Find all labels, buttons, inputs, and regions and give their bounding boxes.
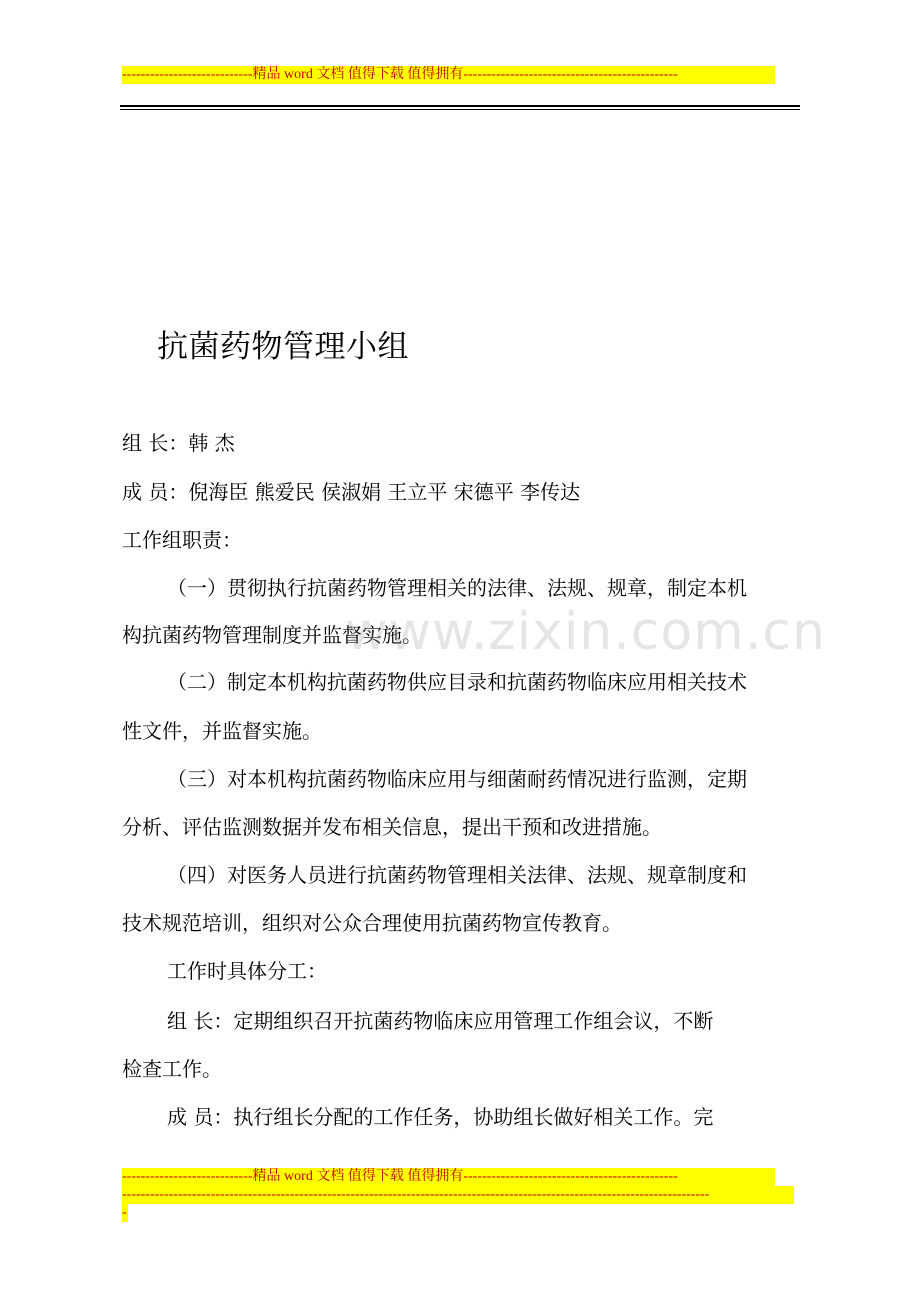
header-banner-right-dashes: ----------------------------------------------: [463, 67, 678, 82]
footer-dash-tail: -: [122, 1205, 127, 1220]
duty-3-line-2: 分析、评估监测数据并发布相关信息，提出干预和改进措施。: [122, 815, 662, 839]
leader-duty-line-2: 检查工作。: [122, 1057, 222, 1081]
watermark: www.zixin.com.cn: [345, 602, 826, 662]
duty-3-line-1: （三）对本机构抗菌药物临床应用与细菌耐药情况进行监测，定期: [167, 767, 747, 791]
header-banner-left-dashes: ----------------------------: [122, 67, 253, 82]
duties-heading: 工作组职责：: [122, 528, 242, 552]
footer-banner-text: 精品 word 文档 值得下载 值得拥有: [252, 1169, 464, 1184]
duty-4-line-1: （四）对医务人员进行抗菌药物管理相关法律、法规、规章制度和: [167, 863, 747, 887]
duty-4-line-2: 技术规范培训，组织对公众合理使用抗菌药物宣传教育。: [122, 911, 622, 935]
footer-banner-left-dashes: ----------------------------: [122, 1169, 253, 1184]
leader-duty-line-1: 组 长：定期组织召开抗菌药物临床应用管理工作组会议，不断: [167, 1009, 714, 1033]
leader-line: 组 长：韩 杰: [122, 431, 235, 455]
duty-2-line-2: 性文件，并监督实施。: [122, 719, 322, 743]
member-duty-line-1: 成 员：执行组长分配的工作任务，协助组长做好相关工作。完: [167, 1105, 714, 1129]
footer-banner: [122, 1168, 775, 1186]
header-rule-thick: [120, 105, 800, 107]
duty-1-line-2: 构抗菌药物管理制度并监督实施。: [122, 623, 422, 647]
footer-banner-right-dashes: ----------------------------------------------: [463, 1169, 678, 1184]
header-rule-thin: [120, 109, 800, 110]
document-title: 抗菌药物管理小组: [157, 329, 409, 365]
duty-2-line-1: （二）制定本机构抗菌药物供应目录和抗菌药物临床应用相关技术: [167, 670, 747, 694]
members-line: 成 员：倪海臣 熊爱民 侯淑娟 王立平 宋德平 李传达: [122, 480, 581, 504]
footer-dash-line: ------------------------------------------------------------------------------------------------------------------------------: [122, 1186, 794, 1204]
duty-1-line-1: （一）贯彻执行抗菌药物管理相关的法律、法规、规章，制定本机: [167, 576, 747, 600]
header-banner: [122, 66, 775, 84]
division-heading: 工作时具体分工：: [167, 959, 327, 983]
header-banner-text: 精品 word 文档 值得下载 值得拥有: [252, 67, 464, 82]
